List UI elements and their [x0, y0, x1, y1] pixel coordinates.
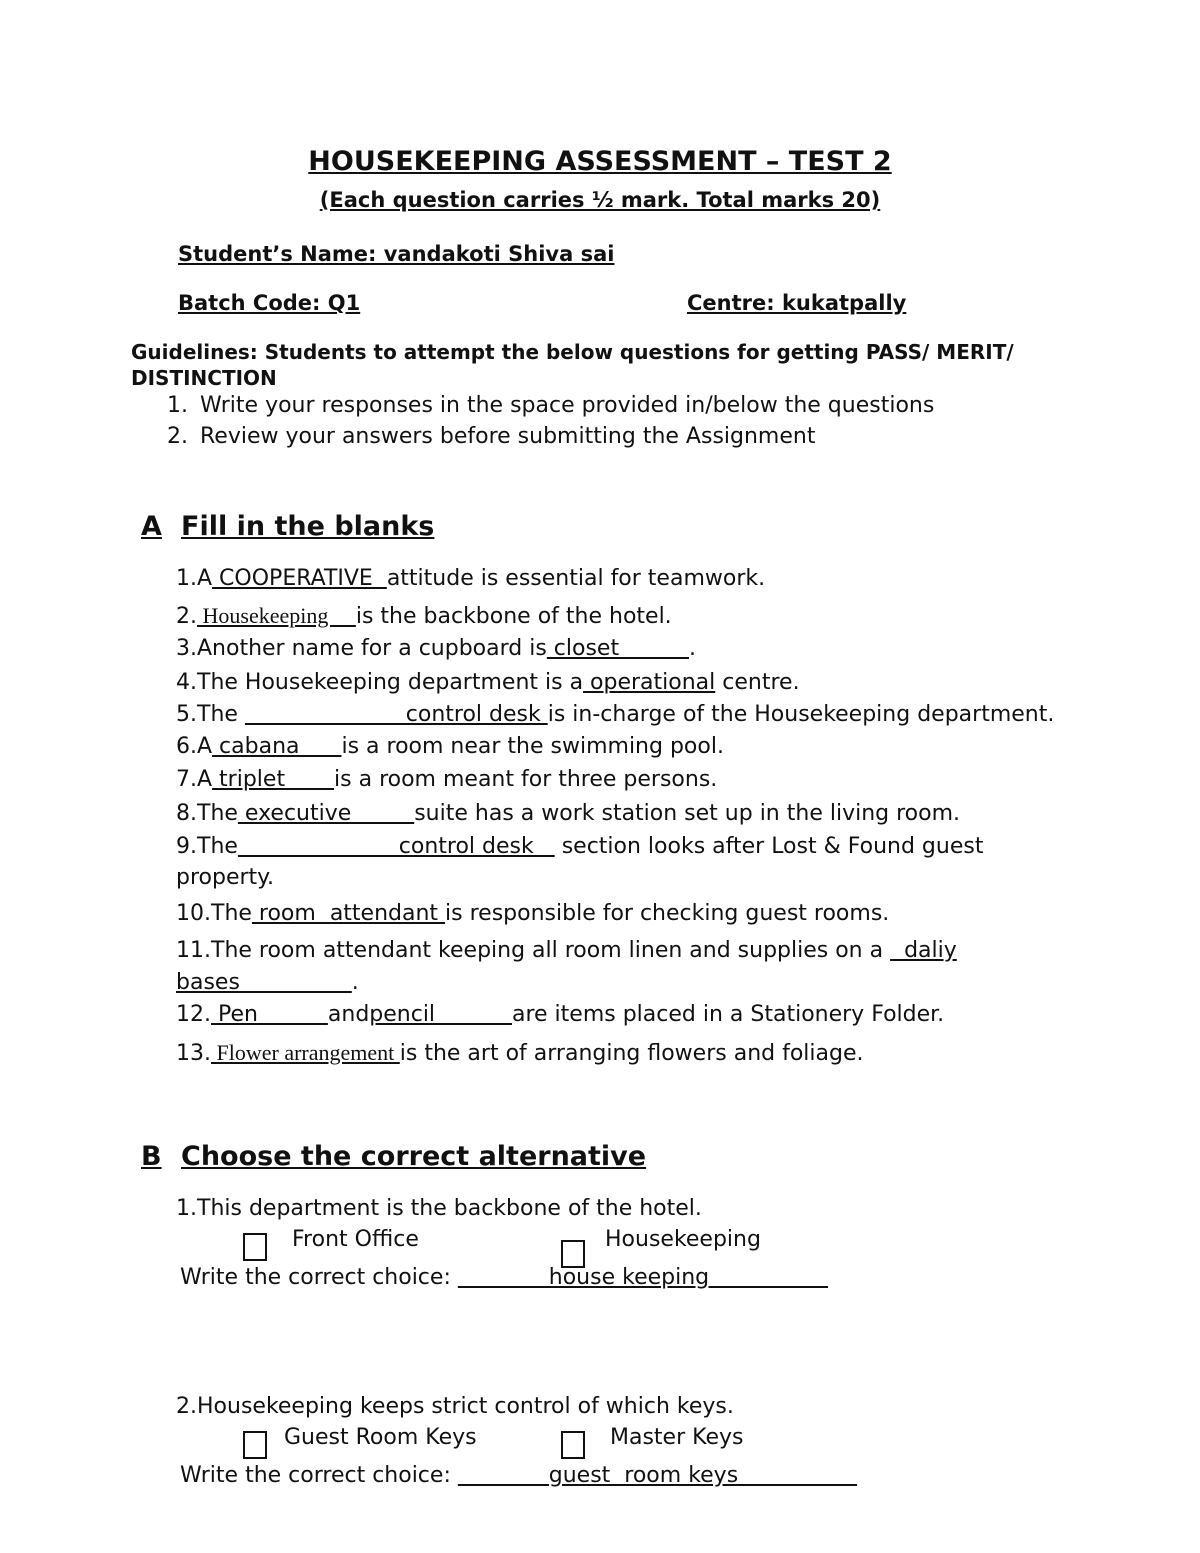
question-8 — [176, 801, 960, 826]
question-text: . — [351, 970, 359, 995]
question-11-continued — [176, 970, 359, 995]
option-label: Front Office — [292, 1227, 419, 1252]
question-text: and — [327, 1002, 370, 1027]
batch-code: Batch Code: Q1 — [178, 291, 361, 315]
answer-blank[interactable]: control desk — [237, 834, 555, 859]
question-number: 6. — [176, 734, 197, 759]
answer-blank[interactable]: control desk — [244, 702, 548, 727]
question-9 — [176, 834, 983, 859]
guideline-number: 2. — [167, 424, 188, 449]
question-text: The room attendant keeping all room linen and supplies on a — [211, 938, 891, 963]
question-number: 9. — [176, 834, 197, 859]
mcq-question-1 — [176, 1196, 702, 1221]
guideline-number: 1. — [167, 393, 188, 418]
answer-blank[interactable]: Housekeeping — [197, 603, 356, 628]
question-number: 1. — [176, 566, 197, 591]
question-text: centre. — [715, 670, 800, 695]
question-6 — [176, 734, 724, 759]
question-text: is responsible for checking guest rooms. — [445, 901, 890, 926]
answer-blank[interactable]: Pen — [211, 1002, 328, 1027]
question-text: . — [689, 636, 697, 661]
question-13 — [176, 1040, 864, 1066]
guideline-item — [167, 424, 816, 449]
answer-line — [180, 1265, 828, 1290]
question-number: 8. — [176, 801, 197, 826]
answer-blank[interactable]: guest room keys — [457, 1463, 858, 1488]
question-3 — [176, 636, 696, 661]
question-2 — [176, 603, 672, 629]
guidelines-heading-cont: DISTINCTION — [131, 366, 277, 390]
question-number: 5. — [176, 702, 197, 727]
answer-blank[interactable]: room attendant — [251, 901, 446, 926]
question-text: is a room meant for three persons. — [334, 767, 718, 792]
question-text: suite has a work station set up in the living room. — [414, 801, 961, 826]
question-9-continued: property. — [176, 865, 275, 890]
question-text: is a room near the swimming pool. — [341, 734, 724, 759]
answer-prompt: Write the correct choice: — [180, 1265, 458, 1290]
guideline-text: Review your answers before submitting the Assignment — [200, 424, 816, 449]
question-text: The — [211, 901, 252, 926]
answer-blank[interactable]: house keeping — [457, 1265, 829, 1290]
page-subtitle: (Each question carries ½ mark. Total marks 20) — [319, 188, 881, 212]
question-text: The — [197, 834, 238, 859]
question-text: are items placed in a Stationery Folder. — [511, 1002, 945, 1027]
guideline-text: Write your responses in the space provided in/below the questions — [200, 393, 935, 418]
question-number: 7. — [176, 767, 197, 792]
mcq-question-2 — [176, 1394, 734, 1419]
option-label: Master Keys — [610, 1425, 744, 1450]
checkbox[interactable] — [243, 1431, 267, 1459]
answer-blank[interactable]: triplet — [212, 767, 335, 792]
section-b-letter: B — [141, 1141, 162, 1172]
question-5 — [176, 702, 1054, 727]
question-number: 1. — [176, 1196, 197, 1221]
question-number: 12. — [176, 1002, 211, 1027]
question-number: 11. — [176, 938, 211, 963]
answer-blank[interactable]: bases — [176, 970, 352, 995]
question-number: 2. — [176, 604, 197, 629]
section-b-heading: Choose the correct alternative — [181, 1141, 647, 1172]
checkbox[interactable] — [561, 1431, 585, 1459]
question-text: This department is the backbone of the hotel. — [197, 1196, 702, 1221]
page-title: HOUSEKEEPING ASSESSMENT – TEST 2 — [308, 146, 892, 177]
question-text: The — [197, 702, 245, 727]
question-text: The Housekeeping department is a — [197, 670, 584, 695]
answer-blank[interactable]: pencil — [369, 1002, 512, 1027]
guideline-item — [167, 393, 935, 418]
option-label: Housekeeping — [605, 1227, 761, 1252]
question-7 — [176, 767, 717, 792]
question-text: is in-charge of the Housekeeping department. — [547, 702, 1055, 727]
question-text: attitude is essential for teamwork. — [386, 566, 766, 591]
question-11 — [176, 938, 957, 963]
question-text: The — [197, 801, 238, 826]
section-a-heading: Fill in the blanks — [181, 511, 435, 542]
question-text: Another name for a cupboard is — [197, 636, 547, 661]
answer-blank[interactable]: executive — [237, 801, 415, 826]
question-text: Housekeeping keeps strict control of which keys. — [197, 1394, 734, 1419]
question-text: section looks after Lost & Found guest — [554, 834, 984, 859]
answer-blank[interactable]: operational — [583, 670, 716, 695]
question-text: A — [197, 566, 213, 591]
question-text: A — [197, 734, 213, 759]
answer-blank[interactable]: cabana — [212, 734, 342, 759]
answer-line — [180, 1463, 857, 1488]
section-a-letter: A — [141, 511, 162, 542]
question-text: is the art of arranging flowers and foliage. — [399, 1041, 864, 1066]
question-number: 3. — [176, 636, 197, 661]
question-number: 2. — [176, 1394, 197, 1419]
answer-prompt: Write the correct choice: — [180, 1463, 458, 1488]
centre: Centre: kukatpally — [687, 291, 907, 315]
question-1 — [176, 566, 765, 591]
student-name: Student’s Name: vandakoti Shiva sai — [178, 242, 615, 266]
question-4 — [176, 670, 800, 695]
checkbox[interactable] — [561, 1240, 585, 1268]
question-text: A — [197, 767, 213, 792]
question-number: 10. — [176, 901, 211, 926]
checkbox[interactable] — [243, 1233, 267, 1261]
question-text: is the backbone of the hotel. — [355, 604, 672, 629]
answer-blank[interactable]: closet — [546, 636, 690, 661]
answer-blank[interactable]: daliy — [890, 938, 957, 963]
guidelines-heading: Guidelines: Students to attempt the below questions for getting PASS/ MERIT/ — [131, 340, 1014, 364]
question-10 — [176, 901, 889, 926]
question-12 — [176, 1002, 944, 1027]
question-number: 13. — [176, 1041, 211, 1066]
question-number: 4. — [176, 670, 197, 695]
option-label: Guest Room Keys — [284, 1425, 477, 1450]
answer-blank[interactable]: COOPERATIVE — [212, 566, 387, 591]
answer-blank[interactable]: Flower arrangement — [211, 1040, 400, 1065]
